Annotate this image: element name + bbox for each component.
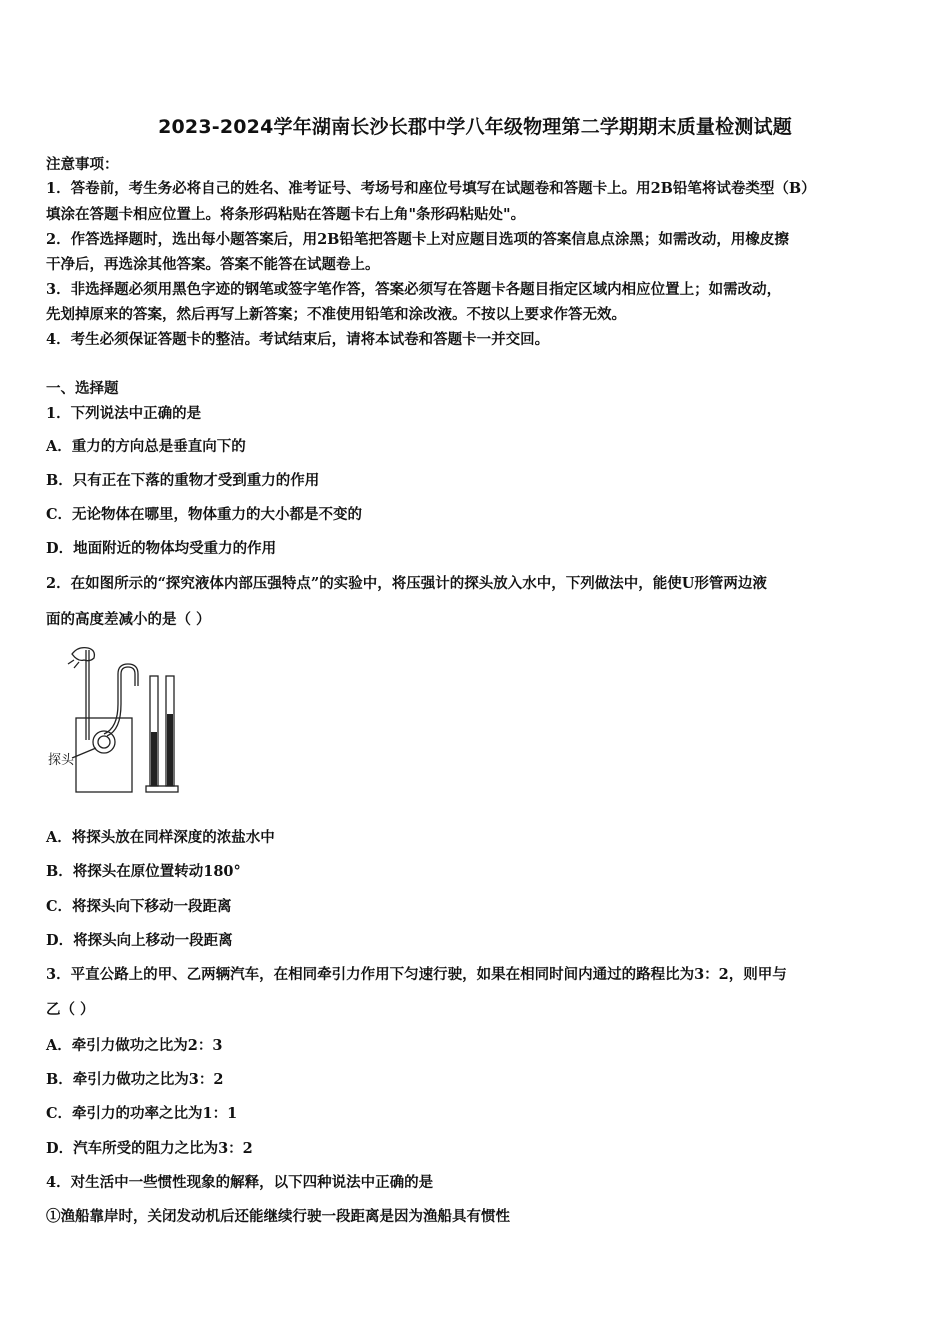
notice-line: 4．考生必须保证答题卡的整洁。考试结束后，请将本试卷和答题卡一并交回。 <box>46 331 550 348</box>
notice-line: 1．答卷前，考生务必将自己的姓名、准考证号、考场号和座位号填写在试题卷和答题卡上。用2B铅笔将试卷类型（B） <box>46 180 816 197</box>
q2-option-d: D．将探头向上移动一段距离 <box>46 932 233 949</box>
question-2-stem: 2．在如图所示的“探究液体内部压强特点”的实验中，将压强计的探头放入水中，下列做法中，能使U形管两边液 <box>46 575 767 592</box>
question-2-stem-cont: 面的高度差减小的是（ ） <box>46 611 211 628</box>
notice-line: 先划掉原来的答案，然后再写上新答案；不准使用铅笔和涂改液。不按以上要求作答无效。 <box>46 306 626 323</box>
notice-heading: 注意事项： <box>46 156 119 173</box>
notice-line: 3．非选择题必须用黑色字迹的钢笔或签字笔作答，答案必须写在答题卡各题目指定区域内相应位置上；如需改动， <box>46 281 782 298</box>
q3-option-b: B．牵引力做功之比为3：2 <box>46 1071 224 1088</box>
q4-item-1: ①渔船靠岸时，关闭发动机后还能继续行驶一段距离是因为渔船具有惯性 <box>46 1208 510 1225</box>
q1-option-d: D．地面附近的物体均受重力的作用 <box>46 540 277 557</box>
exam-title: 2023-2024学年湖南长沙长郡中学八年级物理第二学期期末质量检测试题 <box>158 116 792 138</box>
q1-option-b: B．只有正在下落的重物才受到重力的作用 <box>46 472 320 489</box>
notice-line: 2．作答选择题时，选出每小题答案后，用2B铅笔把答题卡上对应题目选项的答案信息点涂黑；如需改动，用橡皮擦 <box>46 231 789 248</box>
q3-option-d: D．汽车所受的阻力之比为3：2 <box>46 1140 253 1157</box>
q2-option-c: C．将探头向下移动一段距离 <box>46 898 232 915</box>
q1-option-c: C．无论物体在哪里，物体重力的大小都是不变的 <box>46 506 363 523</box>
q2-option-a: A．将探头放在同样深度的浓盐水中 <box>46 829 275 846</box>
q3-option-c: C．牵引力的功率之比为1：1 <box>46 1105 238 1122</box>
q2-option-b: B．将探头在原位置转动180° <box>46 863 241 880</box>
notice-line: 填涂在答题卡相应位置上。将条形码粘贴在答题卡右上角"条形码粘贴处"。 <box>46 206 526 223</box>
q3-option-a: A．牵引力做功之比为2：3 <box>46 1037 223 1054</box>
hand-icon <box>72 648 94 661</box>
probe-label: 探头 <box>48 753 75 768</box>
question-4-stem: 4．对生活中一些惯性现象的解释，以下四种说法中正确的是 <box>46 1174 434 1191</box>
q1-option-a: A．重力的方向总是垂直向下的 <box>46 438 246 455</box>
question-3-stem: 3．平直公路上的甲、乙两辆汽车，在相同牵引力作用下匀速行驶，如果在相同时间内通过的路程比为3：2，则甲与 <box>46 966 787 983</box>
question-1-stem: 1．下列说法中正确的是 <box>46 405 202 422</box>
pressure-gauge-figure <box>46 640 186 800</box>
probe-icon <box>93 731 115 753</box>
notice-line: 干净后，再选涂其他答案。答案不能答在试题卷上。 <box>46 256 380 273</box>
question-3-stem-cont: 乙（ ） <box>46 1001 95 1018</box>
section-heading: 一、选择题 <box>46 380 119 397</box>
